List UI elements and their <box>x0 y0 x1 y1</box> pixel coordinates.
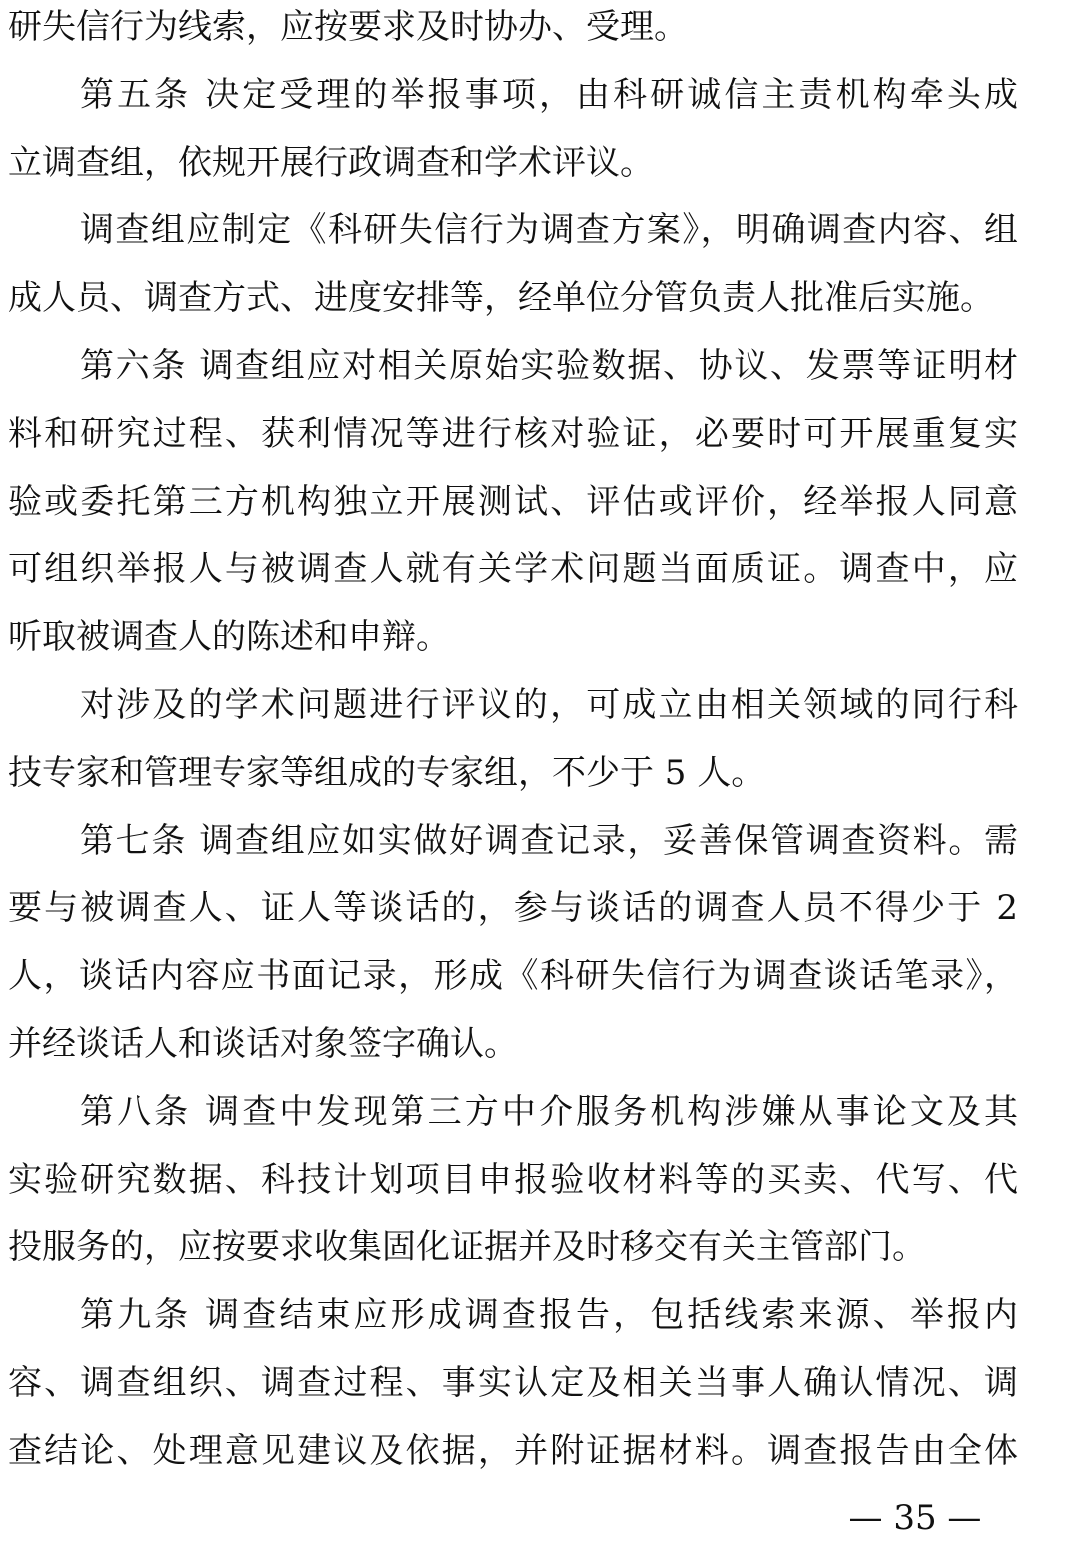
text-line: 第六条 调查组应对相关原始实验数据、协议、发票等证明材 <box>80 345 1018 386</box>
text-line: 查结论、处理意见建议及依据，并附证据材料。调查报告由全体 <box>8 1430 1018 1471</box>
text-line: 第五条 决定受理的举报事项，由科研诚信主责机构牵头成 <box>80 74 1018 115</box>
text-line: 验或委托第三方机构独立开展测试、评估或评价，经举报人同意 <box>8 481 1018 522</box>
text-line: 成人员、调查方式、进度安排等，经单位分管负责人批准后实施。 <box>8 278 994 319</box>
text-line: 实验研究数据、科技计划项目申报验收材料等的买卖、代写、代 <box>8 1159 1018 1200</box>
text-line: 调查组应制定《科研失信行为调查方案》，明确调查内容、组 <box>80 210 1018 251</box>
text-line: 人，谈话内容应书面记录，形成《科研失信行为调查谈话笔录》， <box>8 956 1018 997</box>
text-line: 技专家和管理专家等组成的专家组，不少于 5 人。 <box>8 752 766 793</box>
text-line: 料和研究过程、获利情况等进行核对验证，必要时可开展重复实 <box>8 413 1018 454</box>
text-line: 第七条 调查组应如实做好调查记录，妥善保管调查资料。需 <box>80 820 1018 861</box>
text-line: 投服务的，应按要求收集固化证据并及时移交有关主管部门。 <box>8 1227 926 1268</box>
text-line: 立调查组，依规开展行政调查和学术评议。 <box>8 142 654 183</box>
text-line: 容、调查组织、调查过程、事实认定及相关当事人确认情况、调 <box>8 1362 1018 1403</box>
document-body <box>8 0 1018 1486</box>
text-line: 可组织举报人与被调查人就有关学术问题当面质证。调查中，应 <box>8 549 1018 590</box>
text-line: 并经谈话人和谈话对象签字确认。 <box>8 1023 518 1064</box>
text-line: 要与被调查人、证人等谈话的，参与谈话的调查人员不得少于 2 <box>8 888 1018 929</box>
text-line: 第九条 调查结束应形成调查报告，包括线索来源、举报内 <box>80 1295 1018 1336</box>
text-line: 对涉及的学术问题进行评议的，可成立由相关领域的同行科 <box>80 684 1018 725</box>
page-number: — 35 — <box>848 1498 982 1538</box>
text-line: 听取被调查人的陈述和申辩。 <box>8 617 450 658</box>
text-line: 第八条 调查中发现第三方中介服务机构涉嫌从事论文及其 <box>80 1091 1018 1132</box>
text-line: 研失信行为线索，应按要求及时协办、受理。 <box>8 7 688 47</box>
